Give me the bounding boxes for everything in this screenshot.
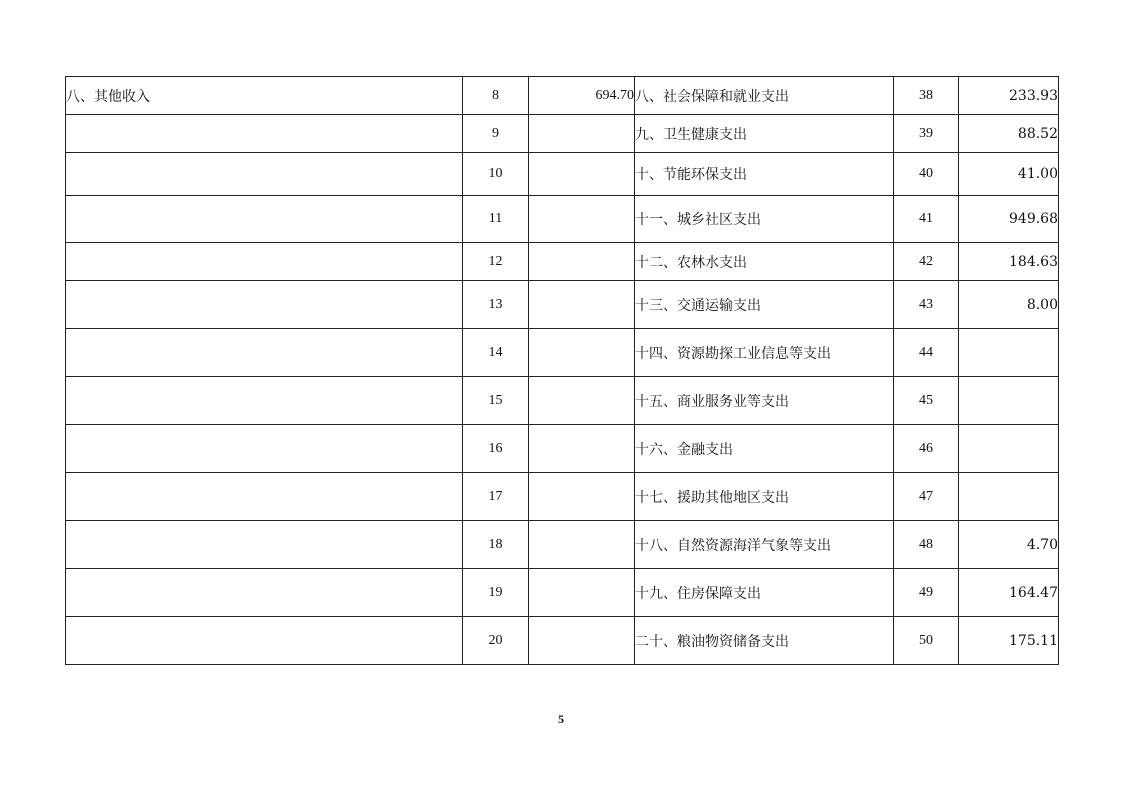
income-amount [529, 329, 635, 377]
income-item-name [66, 329, 463, 377]
table-row [66, 521, 1059, 569]
income-item-name: 八、其他收入 [66, 77, 463, 115]
income-line-number: 11 [463, 196, 529, 243]
income-item-name [66, 115, 463, 153]
table-row [66, 473, 1059, 521]
income-amount [529, 473, 635, 521]
expense-line-number: 41 [894, 196, 959, 243]
expense-line-number: 42 [894, 243, 959, 281]
income-line-number: 19 [463, 569, 529, 617]
income-amount [529, 521, 635, 569]
expense-line-number: 46 [894, 425, 959, 473]
table-row [66, 281, 1059, 329]
expense-line-number: 49 [894, 569, 959, 617]
table-row [66, 617, 1059, 665]
income-item-name [66, 569, 463, 617]
income-item-name [66, 196, 463, 243]
income-amount [529, 377, 635, 425]
income-item-name [66, 473, 463, 521]
expense-item-name: 十三、交通运输支出 [635, 281, 894, 329]
expense-amount [959, 377, 1059, 425]
expense-line-number: 50 [894, 617, 959, 665]
table-row [66, 77, 1059, 115]
expense-item-name: 十七、援助其他地区支出 [635, 473, 894, 521]
table-row [66, 569, 1059, 617]
income-line-number: 12 [463, 243, 529, 281]
income-line-number: 13 [463, 281, 529, 329]
expense-line-number: 38 [894, 77, 959, 115]
table-row [66, 377, 1059, 425]
income-item-name [66, 521, 463, 569]
income-amount [529, 153, 635, 196]
income-amount [529, 196, 635, 243]
expense-item-name: 十、节能环保支出 [635, 153, 894, 196]
table-row [66, 425, 1059, 473]
income-line-number: 10 [463, 153, 529, 196]
income-item-name [66, 425, 463, 473]
income-line-number: 18 [463, 521, 529, 569]
expense-item-name: 十一、城乡社区支出 [635, 196, 894, 243]
income-line-number: 8 [463, 77, 529, 115]
income-amount [529, 569, 635, 617]
income-line-number: 14 [463, 329, 529, 377]
income-amount [529, 281, 635, 329]
expense-amount: 164.47 [959, 569, 1059, 617]
table-row [66, 153, 1059, 196]
expense-item-name: 十六、金融支出 [635, 425, 894, 473]
income-amount [529, 425, 635, 473]
income-item-name [66, 243, 463, 281]
expense-amount: 175.11 [959, 617, 1059, 665]
expense-amount: 184.63 [959, 243, 1059, 281]
expense-item-name: 十二、农林水支出 [635, 243, 894, 281]
income-amount [529, 617, 635, 665]
expense-line-number: 47 [894, 473, 959, 521]
expense-amount [959, 473, 1059, 521]
income-item-name [66, 617, 463, 665]
expense-line-number: 45 [894, 377, 959, 425]
expense-item-name: 十八、自然资源海洋气象等支出 [635, 521, 894, 569]
expense-item-name: 十五、商业服务业等支出 [635, 377, 894, 425]
income-item-name [66, 281, 463, 329]
expense-line-number: 43 [894, 281, 959, 329]
table-row [66, 115, 1059, 153]
income-amount [529, 243, 635, 281]
expense-item-name: 十四、资源勘探工业信息等支出 [635, 329, 894, 377]
table-row [66, 329, 1059, 377]
expense-line-number: 44 [894, 329, 959, 377]
expense-amount: 88.52 [959, 115, 1059, 153]
expense-line-number: 39 [894, 115, 959, 153]
expense-amount: 4.70 [959, 521, 1059, 569]
expense-amount [959, 329, 1059, 377]
income-line-number: 16 [463, 425, 529, 473]
expense-amount: 41.00 [959, 153, 1059, 196]
income-line-number: 17 [463, 473, 529, 521]
expense-amount: 233.93 [959, 77, 1059, 115]
income-line-number: 20 [463, 617, 529, 665]
expense-amount: 949.68 [959, 196, 1059, 243]
expense-item-name: 二十、粮油物资储备支出 [635, 617, 894, 665]
expense-amount: 8.00 [959, 281, 1059, 329]
expense-line-number: 48 [894, 521, 959, 569]
income-line-number: 15 [463, 377, 529, 425]
budget-table [65, 76, 1059, 665]
expense-item-name: 十九、住房保障支出 [635, 569, 894, 617]
page-number: 5 [558, 712, 564, 726]
table-row [66, 243, 1059, 281]
expense-amount [959, 425, 1059, 473]
income-item-name [66, 377, 463, 425]
income-line-number: 9 [463, 115, 529, 153]
table-row [66, 196, 1059, 243]
income-amount [529, 115, 635, 153]
expense-line-number: 40 [894, 153, 959, 196]
income-amount: 694.70 [529, 77, 635, 115]
expense-item-name: 八、社会保障和就业支出 [635, 77, 894, 115]
expense-item-name: 九、卫生健康支出 [635, 115, 894, 153]
income-item-name [66, 153, 463, 196]
